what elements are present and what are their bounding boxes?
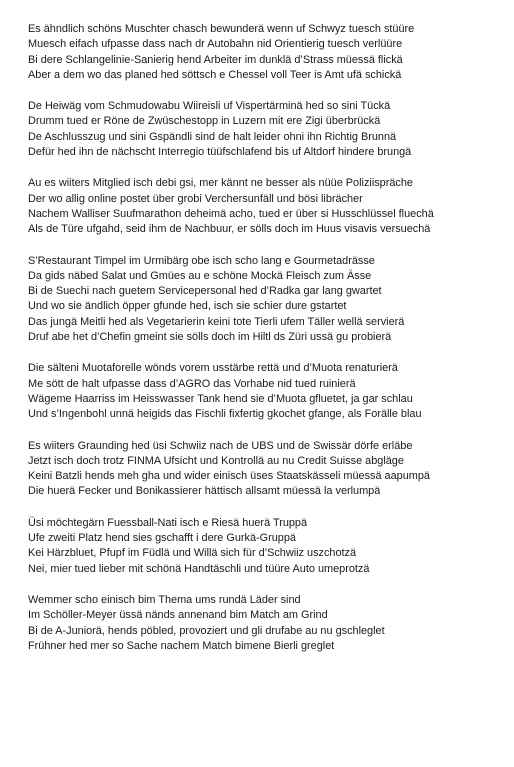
stanza-1 [28, 22, 510, 83]
text-line: Es ähndlich schöns Muschter chasch bewunderä wenn uf Schwyz tuesch stüüre [28, 23, 415, 35]
text-line: Bi dere Schlangelinie-Sanierig hend Arbeiter im dunklä d’Strass müessä flickä [28, 53, 403, 66]
text-line: Üsi möchtegärn Fuessball-Nati isch e Riesä huerä Truppä [28, 516, 308, 529]
text-line: Defür hed ihn de nächscht Interregio tüüfschlafend bis uf Altdorf hindere brungä [28, 146, 412, 159]
text-line: Ufe zweiti Platz hend sies gschafft i dere Gurkä-Gruppä [28, 532, 296, 545]
text-line: Keini Batzli hends meh gha und wider einisch üses Staatskässeli müessä aapumpä [28, 470, 430, 483]
text-line: Die huerä Fecker und Bonikassierer hättisch allsamt müessä la verlumpä [28, 485, 381, 498]
text-line: Wägeme Haarriss im Heisswasser Tank hend sie d’Muota gfluetet, ja gar schlau [28, 392, 413, 405]
text-line: Nachem Walliser Suufmarathon deheimä acho, tued er über si Husschlüssel fluechä [28, 207, 434, 220]
text-line: Muesch eifach ufpasse dass nach dr Autobahn nid Orientierig tuesch verlüüre [28, 38, 403, 51]
stanza-5 [28, 361, 510, 422]
text-line: Jetzt isch doch trotz FINMA Ufsicht und Kontrollä au nu Credit Suisse abgläge [28, 454, 404, 467]
poem-document [28, 22, 510, 670]
text-line: Nei, mier tued lieber mit schönä Handtäschli und tüüre Auto umeprotzä [28, 562, 370, 575]
text-line: Und wo sie ändlich öpper gfunde hed, isch sie schier dure gstartet [28, 300, 347, 313]
stanza-6 [28, 439, 510, 500]
stanza-7 [28, 516, 510, 577]
stanza-3 [28, 176, 510, 237]
text-line: Frühner hed mer so Sache nachem Match bimene Bierli greglet [28, 639, 335, 652]
stanza-2 [28, 99, 510, 160]
text-line: Au es wiiters Mitglied isch debi gsi, mer kännt ne besser als nüüe Poliziispräche [28, 177, 413, 190]
stanza-4 [28, 254, 510, 346]
text-line: Da gids näbed Salat und Gmües au e schöne Mockä Fleisch zum Ässe [28, 269, 372, 282]
text-line: Es wiiters Graunding hed üsi Schwiiz nach de UBS und de Swissär dörfe erläbe [28, 439, 413, 452]
text-line: Als de Türe ufgahd, seid ihm de Nachbuur, er sölls doch im Huus visavis versuechä [28, 223, 431, 236]
text-line: Aber a dem wo das planed hed söttsch e Chessel voll Teer is Amt ufä schickä [28, 68, 402, 81]
text-line: Kei Härzbluet, Pfupf im Füdlä und Willä sich für d’Schwiiz uszchotzä [28, 547, 357, 560]
text-line: Die sälteni Muotaforelle wönds vorem usstärbe rettä und d’Muota renaturierä [28, 362, 398, 375]
stanza-8 [28, 593, 510, 654]
text-line: Und s’Ingenbohl unnä heigids das Fischli fixfertig gkochet gfange, als Forälle blau [28, 408, 422, 421]
text-line: Druf abe het d’Chefin gmeint sie sölls doch im Hiltl ds Züri ussä gu probierä [28, 331, 392, 344]
text-line: Im Schöller-Meyer üssä nänds annenand bim Match am Grind [28, 609, 328, 622]
text-line: Drumm tued er Röne de Zwüschestopp in Luzern mit ere Zigi überbrückä [28, 115, 381, 128]
text-line: Wemmer scho einisch bim Thema ums rundä Läder sind [28, 593, 301, 606]
text-line: Das jungä Meitli hed als Vegetarierin keini tote Tierli ufem Täller wellä servierä [28, 315, 405, 328]
text-line: Bi de Suechi nach guetem Servicepersonal hed d’Radka gar lang gwartet [28, 285, 382, 298]
text-line: Bi de A-Juniorä, hends pöbled, provoziert und gli drufabe au nu gschleglet [28, 624, 385, 637]
text-line: Me sött de halt ufpasse dass d’AGRO das Vorhabe nid tued ruinierä [28, 377, 356, 390]
text-line: De Aschlusszug und sini Gspändli sind de halt leider ohni ihn Richtig Brunnä [28, 130, 397, 143]
text-line: Der wo allig online postet über grobi Verchersunfäll und bösi librächer [28, 192, 363, 205]
text-line: De Heiwäg vom Schmudowabu Wiireisli uf Vispertärminä hed so sini Tückä [28, 100, 391, 113]
text-line: S’Restaurant Timpel im Urmibärg obe isch scho lang e Gourmetadrässe [28, 254, 375, 267]
